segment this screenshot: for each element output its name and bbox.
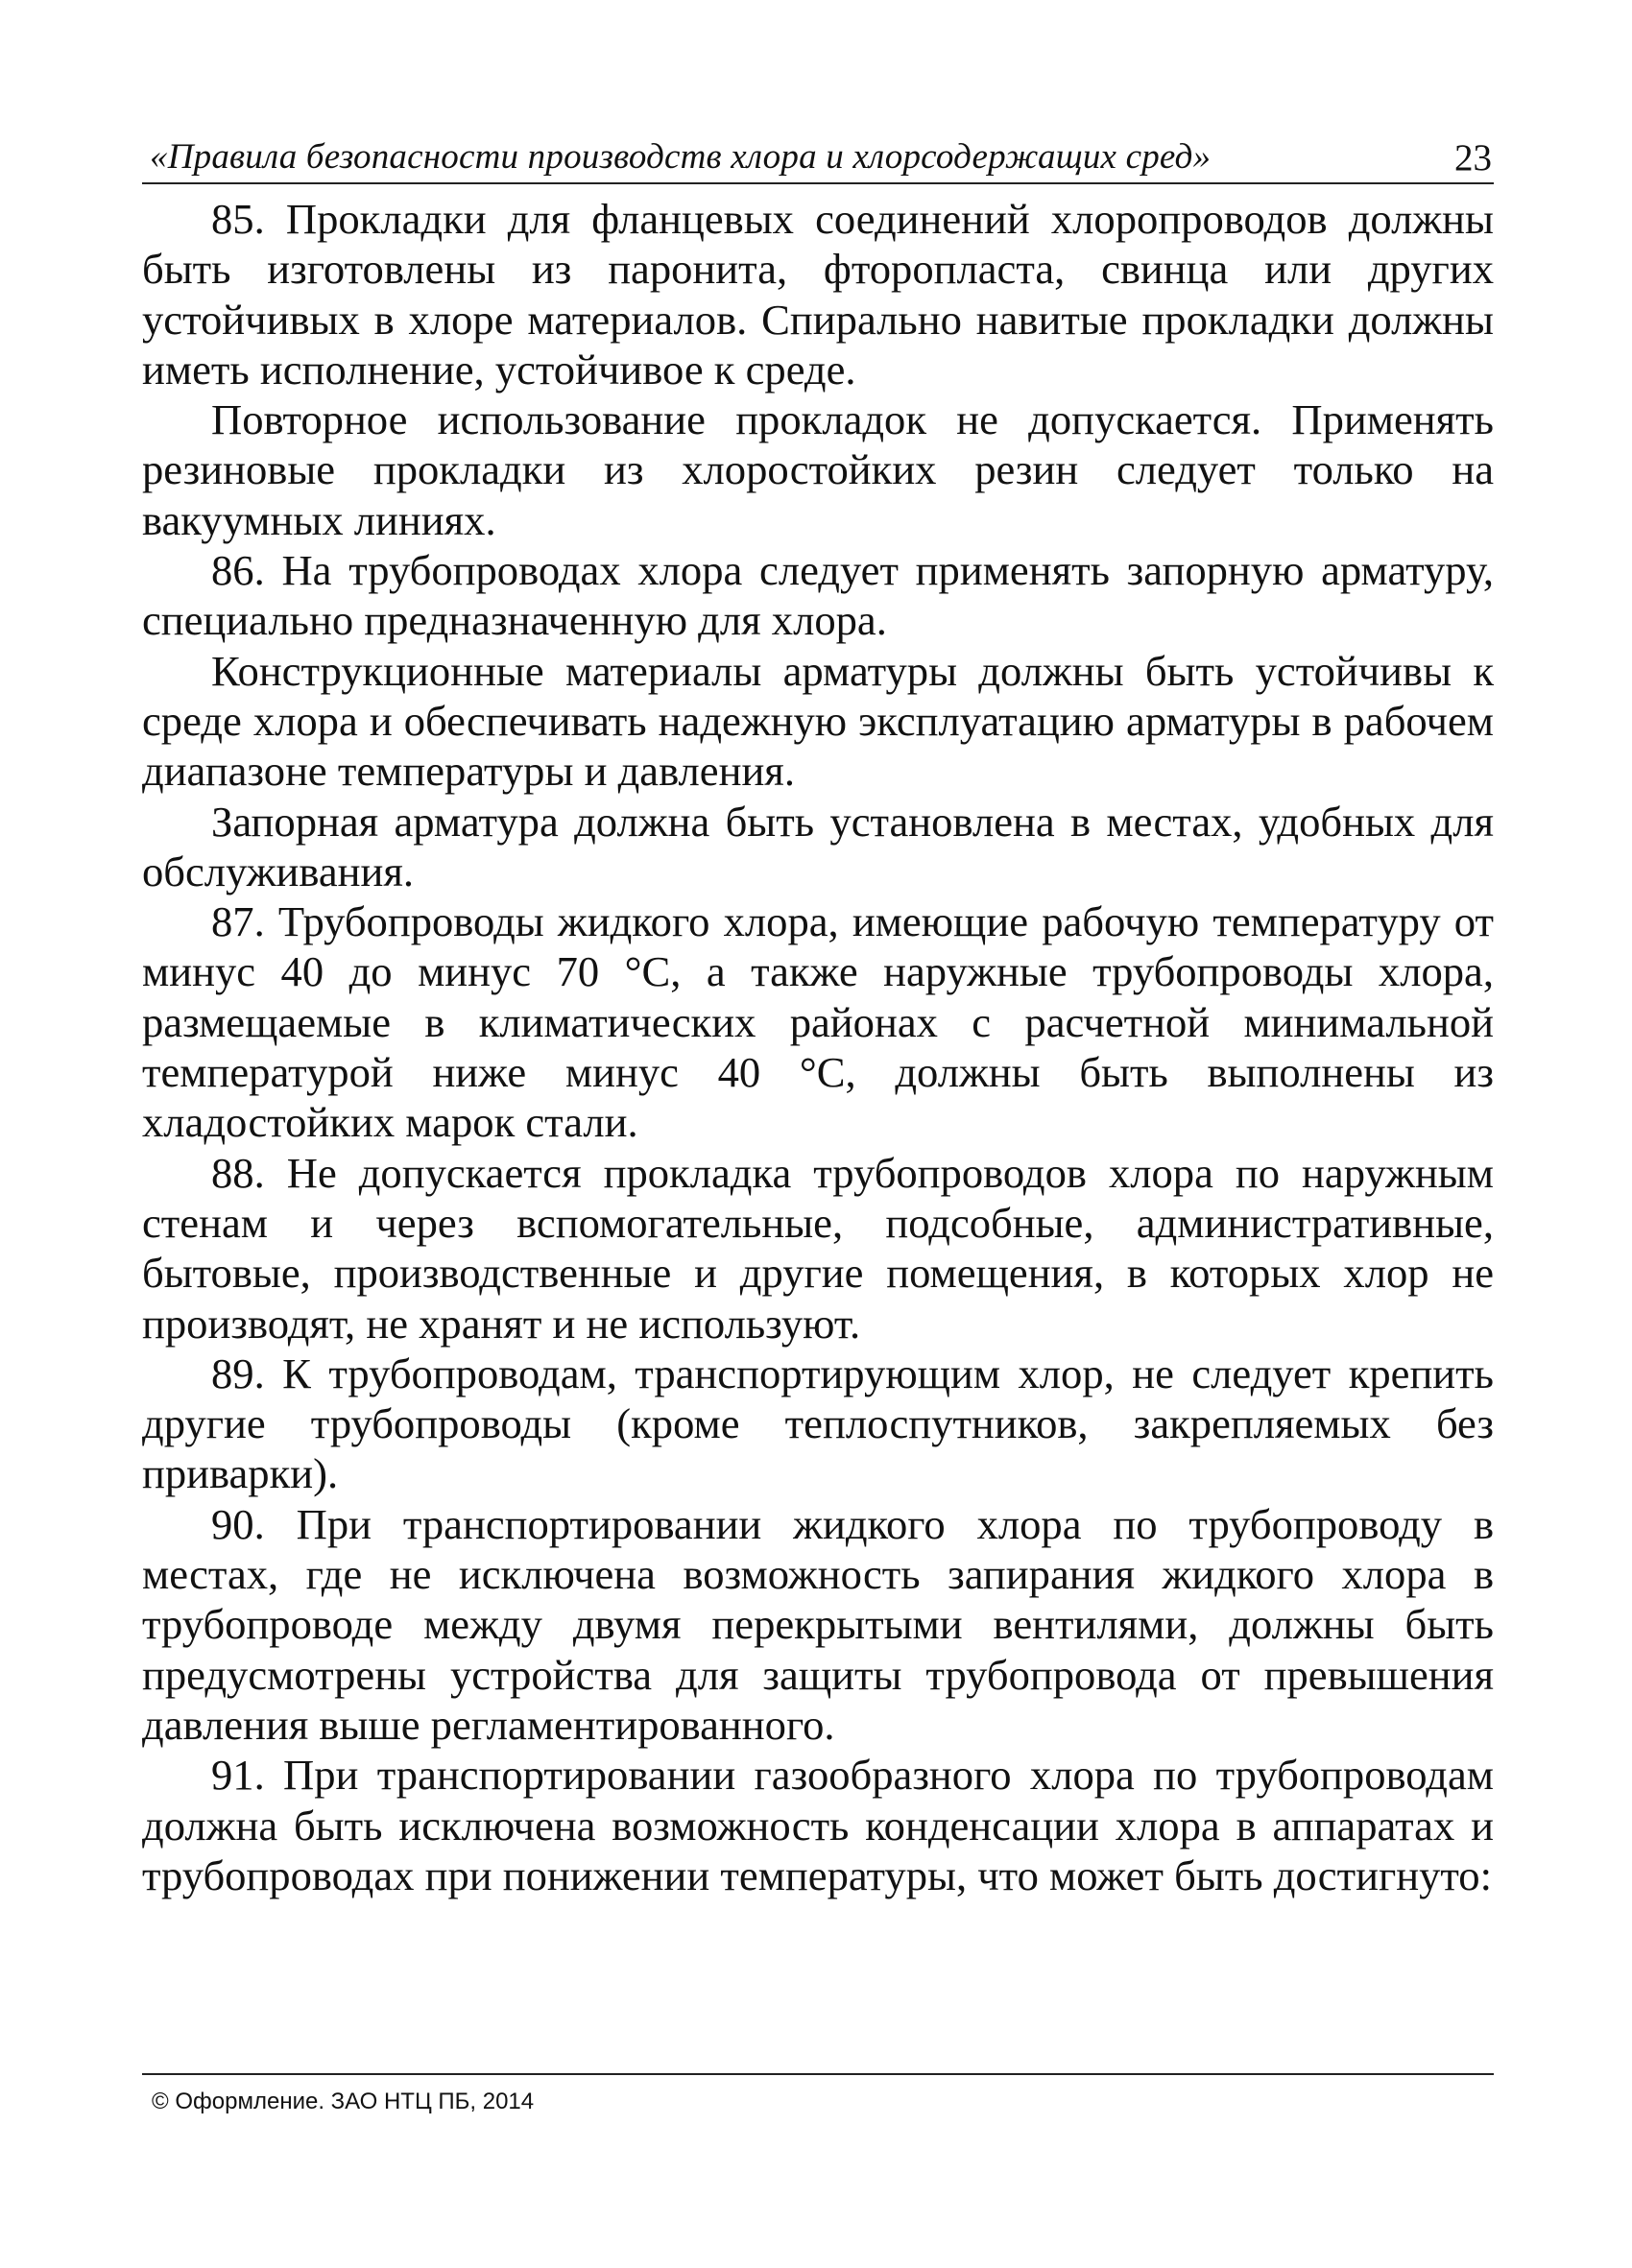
paragraph-86-materials: Конструкционные материалы арматуры должны быть устойчивы к среде хлора и обеспечивать надежную эксплуатацию арматуры в рабочем диапазоне температуры и давления.: [142, 646, 1494, 796]
paragraph-85: 85. Прокладки для фланцевых соединений хлоропроводов должны быть изготовлены из паронита, фторопласта, свинца или других устойчивых в хлоре материалов. Спирально навитые прокладки должны иметь исполнение, устойчивое к среде.: [142, 195, 1494, 394]
page-footer: [142, 2073, 1494, 2115]
body-text: [142, 194, 1494, 1900]
paragraph-88: 88. Не допускается прокладка трубопроводов хлора по наружным стенам и через вспомогательные, подсобные, административные, бытовые, производственные и другие помещения, в которых хлор не производят, не хранят и не используют.: [142, 1148, 1494, 1348]
page-number: 23: [1454, 137, 1492, 179]
copyright-text: © Оформление. ЗАО НТЦ ПБ, 2014: [152, 2089, 535, 2114]
paragraph-91: 91. При транспортировании газообразного хлора по трубопроводам должна быть исключена возможность конденсации хлора в аппаратах и трубопроводах при понижении температуры, что может быть достигнуто:: [142, 1751, 1494, 1899]
paragraph-90: 90. При транспортировании жидкого хлора по трубопроводу в местах, где не исключена возможность запирания жидкого хлора в трубопроводе между двумя перекрытыми вентилями, должны быть предусмотрены устройства для защиты трубопровода от превышения давления выше регламентированного.: [142, 1499, 1494, 1749]
running-header: [142, 123, 1494, 184]
document-page: [142, 123, 1494, 1900]
paragraph-87: 87. Трубопроводы жидкого хлора, имеющие рабочую температуру от минус 40 до минус 70 °С, а также наружные трубопроводы хлора, размещаемые в климатических районах с расчетной минимальной температурой ниже минус 40 °С, должны быть выполнены из хладостойких марок стали.: [142, 897, 1494, 1147]
paragraph-86-placement: Запорная арматура должна быть установлена в местах, удобных для обслуживания.: [142, 797, 1494, 895]
paragraph-86: 86. На трубопроводах хлора следует применять запорную арматуру, специально предназначенную для хлора.: [142, 546, 1494, 645]
header-title: «Правила безопасности производств хлора и хлорсодержащих сред»: [150, 137, 1212, 177]
paragraph-89: 89. К трубопроводам, транспортирующим хлор, не следует крепить другие трубопроводы (кроме теплоспутников, закрепляемых без приварки).: [142, 1349, 1494, 1498]
paragraph-85-reuse: Повторное использование прокладок не допускается. Применять резиновые прокладки из хлоростойких резин следует только на вакуумных линиях.: [142, 395, 1494, 544]
